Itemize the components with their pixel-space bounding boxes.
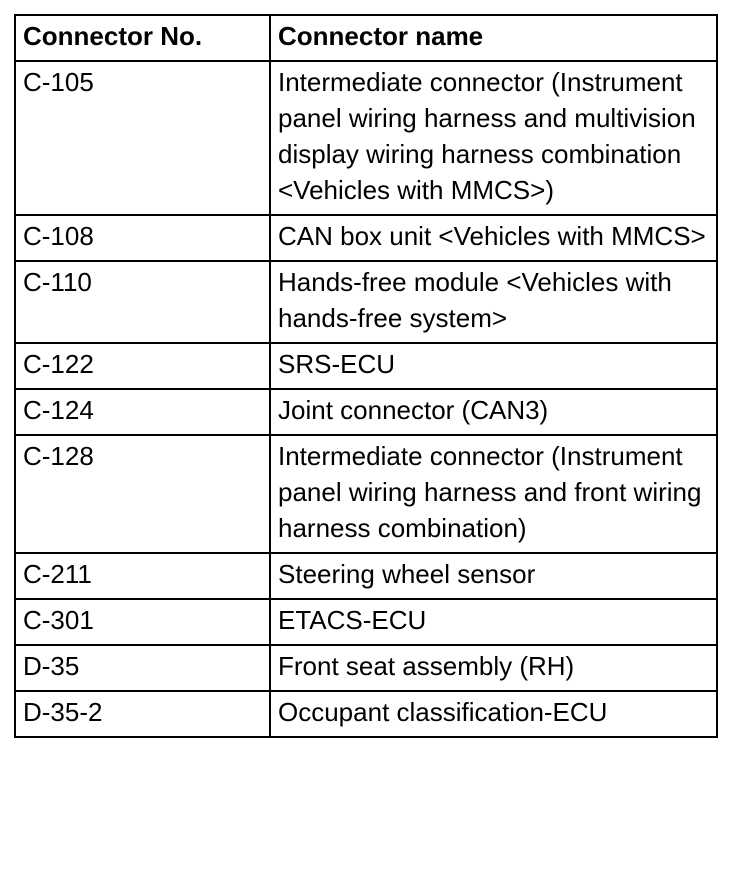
table-row	[15, 553, 717, 599]
connector-name-cell: ETACS-ECU	[270, 599, 717, 645]
table-row	[15, 691, 717, 737]
table-row	[15, 61, 717, 215]
connector-no-cell: C-108	[15, 215, 270, 261]
table-row	[15, 261, 717, 343]
table-row	[15, 343, 717, 389]
connector-name-cell: Occupant classification-ECU	[270, 691, 717, 737]
table-row	[15, 435, 717, 553]
connector-no-cell: C-301	[15, 599, 270, 645]
table-row	[15, 645, 717, 691]
connector-name-cell: SRS-ECU	[270, 343, 717, 389]
header-row	[15, 15, 717, 61]
connector-name-cell: Hands-free module <Vehicles with hands-free system>	[270, 261, 717, 343]
connector-no-cell: D-35	[15, 645, 270, 691]
connector-name-cell: Front seat assembly (RH)	[270, 645, 717, 691]
table-body	[15, 61, 717, 737]
table-row	[15, 599, 717, 645]
table-row	[15, 215, 717, 261]
connector-no-cell: C-124	[15, 389, 270, 435]
connector-no-cell: C-110	[15, 261, 270, 343]
connector-no-cell: C-122	[15, 343, 270, 389]
connector-table	[14, 14, 718, 738]
connector-name-cell: Intermediate connector (Instrument panel wiring harness and multivision display wiring harness combination <Vehicles with MMCS>)	[270, 61, 717, 215]
connector-name-cell: Joint connector (CAN3)	[270, 389, 717, 435]
connector-no-cell: C-105	[15, 61, 270, 215]
table-header	[15, 15, 717, 61]
connector-no-cell: D-35-2	[15, 691, 270, 737]
connector-no-cell: C-128	[15, 435, 270, 553]
table-row	[15, 389, 717, 435]
header-connector-name: Connector name	[270, 15, 717, 61]
connector-no-cell: C-211	[15, 553, 270, 599]
connector-name-cell: Steering wheel sensor	[270, 553, 717, 599]
header-connector-no: Connector No.	[15, 15, 270, 61]
connector-name-cell: CAN box unit <Vehicles with MMCS>	[270, 215, 717, 261]
connector-name-cell: Intermediate connector (Instrument panel wiring harness and front wiring harness combination)	[270, 435, 717, 553]
